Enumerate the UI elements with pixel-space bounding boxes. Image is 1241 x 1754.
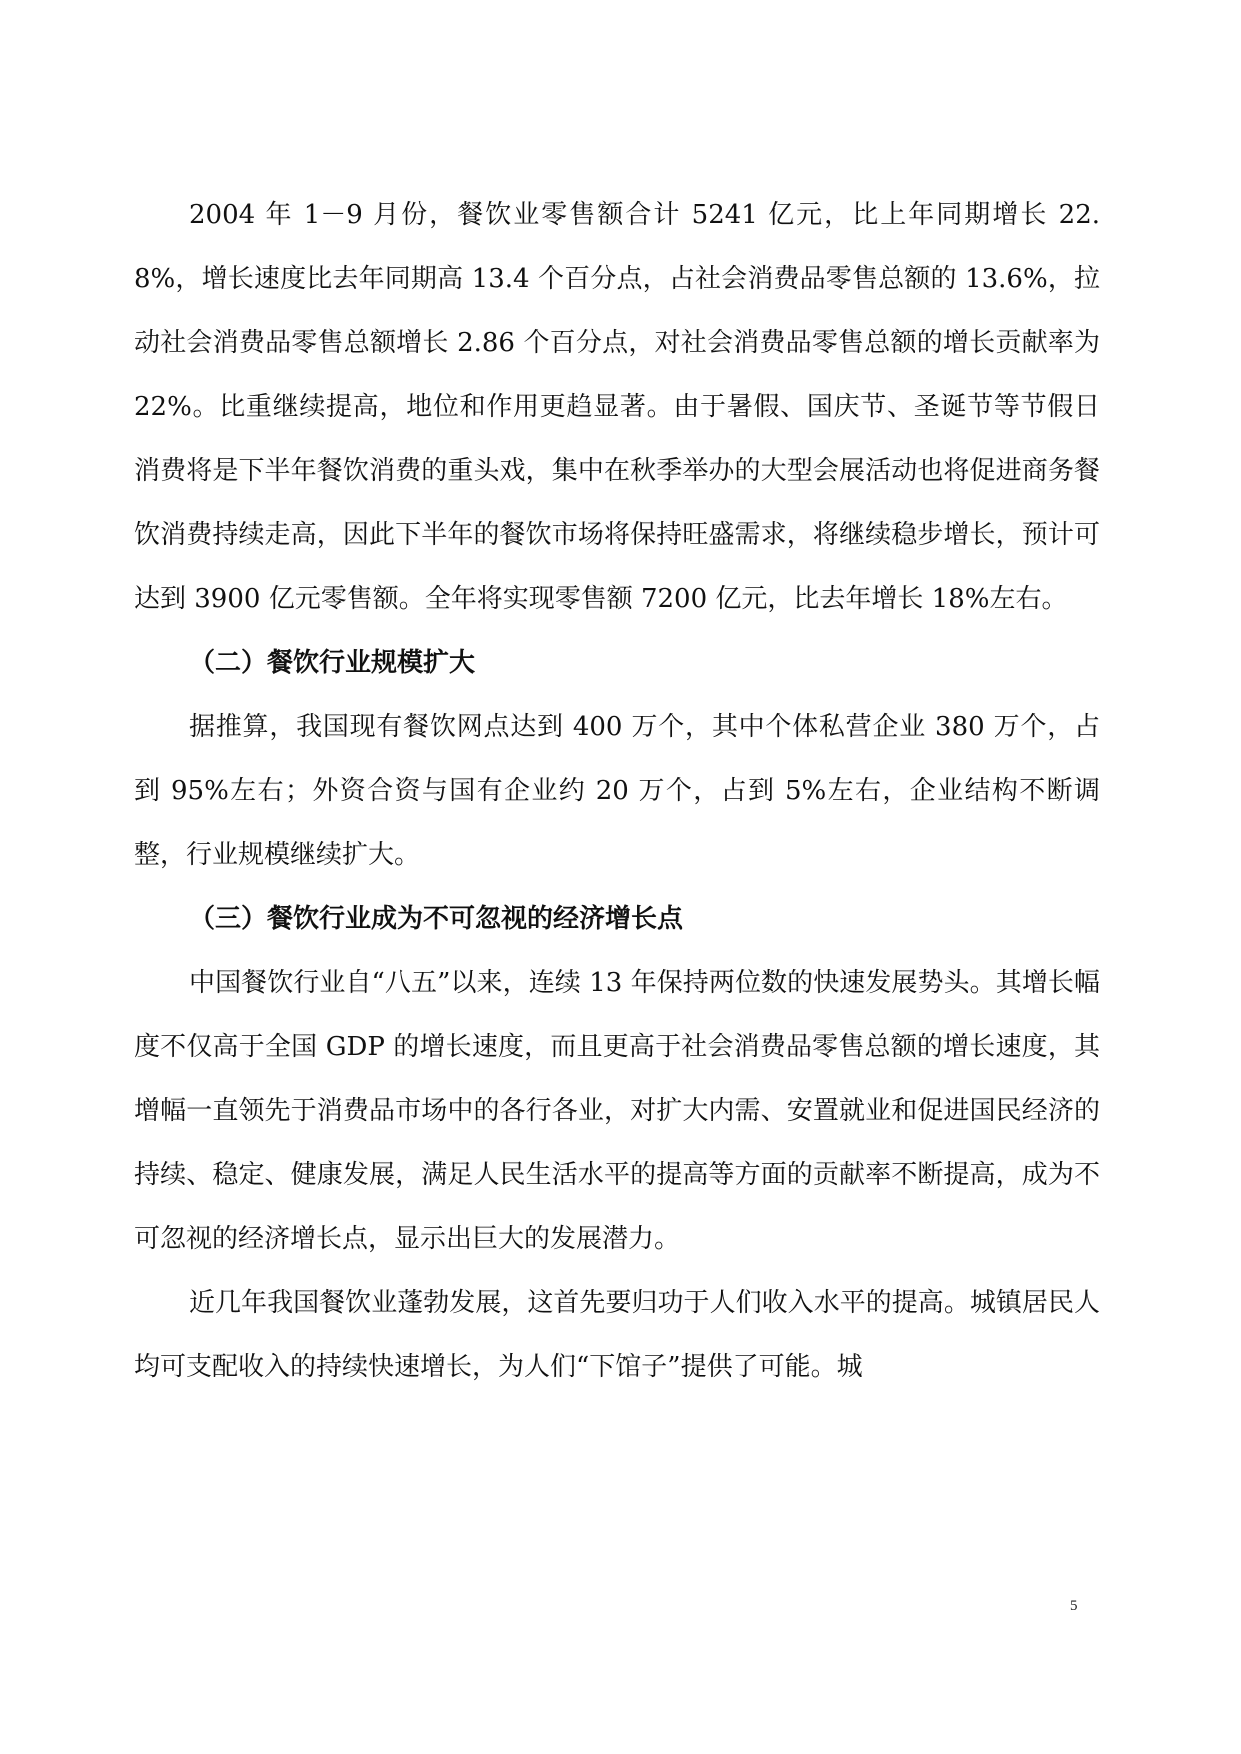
paragraph-outlets: 据推算，我国现有餐饮网点达到 400 万个，其中个体私营企业 380 万个，占到 95%左右；外资合资与国有企业约 20 万个，占到 5%左右，企业结构不断调整，行业规模继续扩大。 [134, 712, 1100, 870]
paragraph-retail-sales: 2004 年 1－9 月份，餐饮业零售额合计 5241 亿元，比上年同期增长 22.8%，增长速度比去年同期高 13.4 个百分点，占社会消费品零售总额的 13.6%，拉动社会消费品零售总额增长 2.86 个百分点，对社会消费品零售总额的增长贡献率为 22%。比重继续提高，地位和作用更趋显著。由于暑假、国庆节、圣诞节等节假日消费将是下半年餐饮消费的重头戏，集中在秋季举办的大型会展活动也将促进商务餐饮消费持续走高，因此下半年的餐饮市场将保持旺盛需求，将继续稳步增长，预计可达到 3900 亿元零售额。全年将实现零售额 7200 亿元，比去年增长 18%左右。 [134, 200, 1100, 614]
section-heading-scale: （二）餐饮行业规模扩大 [189, 648, 476, 678]
section-heading-growth-point: （三）餐饮行业成为不可忽视的经济增长点 [189, 904, 684, 934]
document-body [134, 183, 1100, 1399]
paragraph-income: 近几年我国餐饮业蓬勃发展，这首先要归功于人们收入水平的提高。城镇居民人均可支配收入的持续快速增长，为人们“下馆子”提供了可能。城 [134, 1288, 1100, 1382]
paragraph-growth: 中国餐饮行业自“八五”以来，连续 13 年保持两位数的快速发展势头。其增长幅度不仅高于全国 GDP 的增长速度，而且更高于社会消费品零售总额的增长速度，其增幅一直领先于消费品市场中的各行各业，对扩大内需、安置就业和促进国民经济的持续、稳定、健康发展，满足人民生活水平的提高等方面的贡献率不断提高，成为不可忽视的经济增长点，显示出巨大的发展潜力。 [134, 968, 1100, 1254]
page-number: 5 [1070, 1598, 1078, 1614]
